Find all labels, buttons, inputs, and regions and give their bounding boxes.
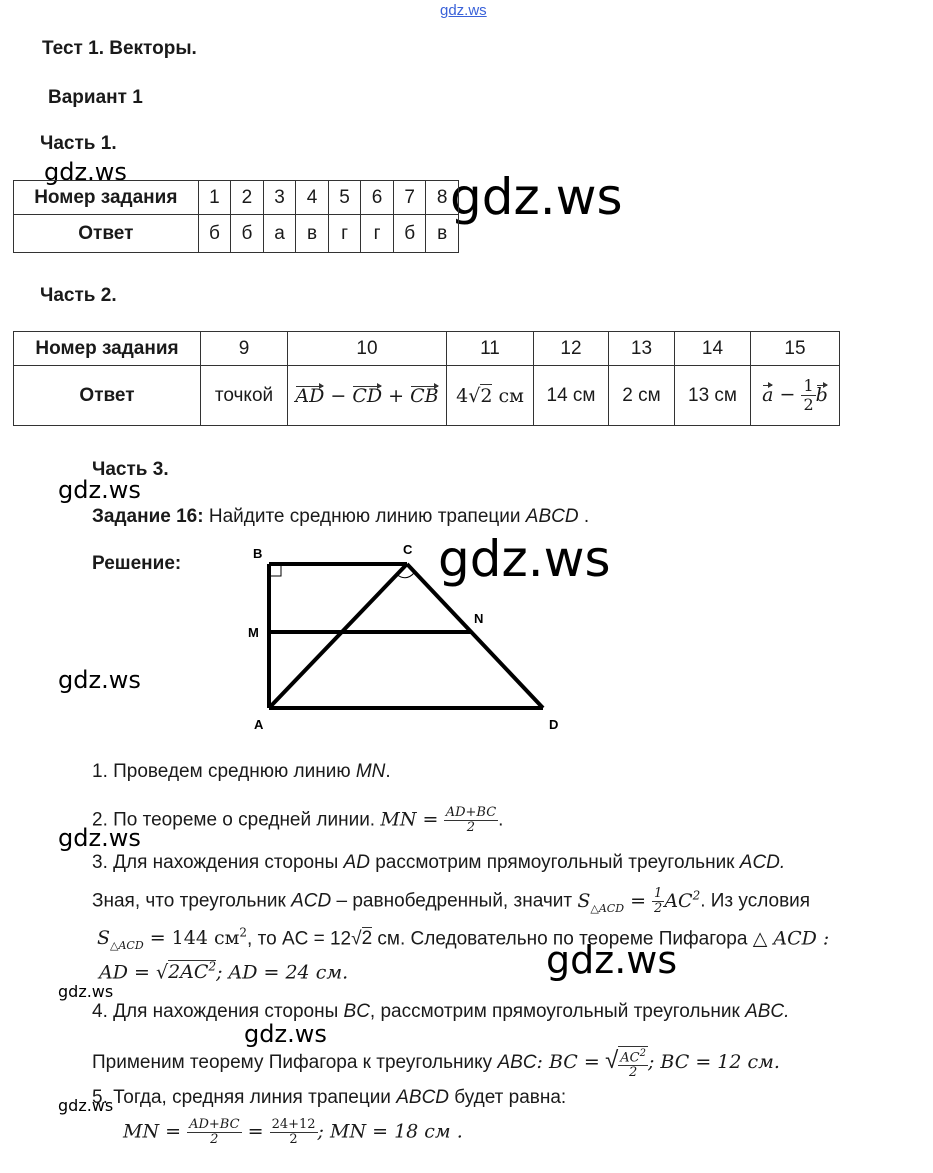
step-1 xyxy=(92,761,391,783)
watermark: gdz.ws xyxy=(44,158,127,186)
step-3-line-3 xyxy=(97,926,829,952)
part2-heading: Часть 2. xyxy=(40,285,117,306)
point-label-D: D xyxy=(549,717,559,732)
var: AD xyxy=(343,852,370,873)
sqrt-sign: √ xyxy=(605,1047,619,1075)
table-cell: 13 xyxy=(609,332,675,366)
sqrt-sign: √ xyxy=(155,961,169,984)
table-cell: 8 xyxy=(426,181,459,215)
text: будет равна: xyxy=(454,1087,567,1108)
fraction: $\frac{AD+BC}{2}$ xyxy=(189,1117,240,1147)
solution-label: Решение: xyxy=(92,553,182,574)
fraction: $\frac{AD+BC}{2}$ xyxy=(445,805,497,835)
text: рассмотрим прямоугольный треугольник xyxy=(375,852,735,873)
table-cell: в xyxy=(296,215,329,253)
table-cell: 2 xyxy=(231,181,264,215)
coefficient: 4 xyxy=(456,384,469,407)
formula: $S_{\triangle ACD} = 144$ $см^2$ xyxy=(97,926,248,953)
watermark-top[interactable]: gdz.ws xyxy=(440,2,487,19)
part3-heading: Часть 3. xyxy=(92,459,169,480)
table-cell: б xyxy=(393,215,426,253)
table-cell: г xyxy=(361,215,394,253)
task16-statement xyxy=(92,506,589,528)
var: ABCD xyxy=(396,1087,450,1108)
step-4-line-1 xyxy=(92,1001,789,1023)
text: Применим теорему Пифагора к треугольнику xyxy=(92,1052,493,1074)
side-CD xyxy=(407,564,543,708)
unit: см xyxy=(498,384,524,407)
step-3-line-1 xyxy=(92,852,785,874)
table-cell: 12 xyxy=(534,332,609,366)
text: 3. Для нахождения стороны xyxy=(92,852,339,873)
watermark: gdz.ws xyxy=(58,982,114,1001)
point-label-N: N xyxy=(474,611,484,626)
point-label-B: B xyxy=(253,546,263,561)
sqrt-sign: √ xyxy=(351,928,362,950)
step-3-line-2 xyxy=(92,887,810,916)
table-cell: 6 xyxy=(361,181,394,215)
variant-title: Вариант 1 xyxy=(48,87,143,108)
test-title: Тест 1. Векторы. xyxy=(42,38,197,59)
vector: CD xyxy=(352,384,383,407)
fraction: $\frac{1}{2}$ xyxy=(654,886,663,916)
text: 2. По теореме о средней линии. xyxy=(92,809,376,831)
table-cell: 5 xyxy=(328,181,361,215)
table-cell: точкой xyxy=(201,366,288,426)
table-cell: 11 xyxy=(447,332,534,366)
text: . Из условия xyxy=(700,890,811,912)
operator: − xyxy=(779,383,796,406)
table-row-label: Ответ xyxy=(14,215,199,253)
watermark: gdz.ws xyxy=(438,530,611,588)
point-label-M: M xyxy=(248,625,259,640)
task-var: ABCD xyxy=(525,506,579,527)
vector: b xyxy=(815,383,828,406)
table-cell: 15 xyxy=(751,332,840,366)
text: Зная, что треугольник xyxy=(92,890,286,912)
operator: + xyxy=(388,384,405,407)
fraction: $\frac{1}{2}$ xyxy=(803,376,814,414)
table-cell: 4 xyxy=(296,181,329,215)
watermark: gdz.ws xyxy=(546,938,678,982)
watermark: gdz.ws xyxy=(244,1020,327,1048)
text: см. Следовательно по теореме Пифагора xyxy=(377,928,748,950)
table-cell: 9 xyxy=(201,332,288,366)
fraction: $\frac{24+12}{2}$ xyxy=(271,1117,316,1147)
table-cell-vector-expression xyxy=(751,366,840,426)
watermark: gdz.ws xyxy=(450,168,623,226)
radicand: 2 xyxy=(361,928,373,950)
table-cell: 10 xyxy=(288,332,447,366)
step-5-line-2: MN = $\frac{AD+BC}{2}$ = $\frac{24+12}{2}$ ; MN = 18 см . xyxy=(123,1117,463,1147)
answers-table-part2 xyxy=(13,331,840,426)
part1-heading: Часть 1. xyxy=(40,133,117,154)
diagonal-AC xyxy=(269,564,407,708)
table-header-label: Номер задания xyxy=(14,181,199,215)
formula: △ ACD : xyxy=(752,927,830,950)
text: 4. Для нахождения стороны xyxy=(92,1001,339,1022)
step-5-line-1 xyxy=(92,1087,566,1109)
table-cell: г xyxy=(328,215,361,253)
vector: AD xyxy=(295,384,325,407)
step-3-line-4: AD = $√2AC^2$; AD = 24 см. xyxy=(99,960,349,984)
text: , рассмотрим прямоугольный треугольник xyxy=(369,1001,740,1022)
table-cell: 3 xyxy=(263,181,296,215)
var: ABC xyxy=(497,1052,537,1074)
formula: ; BC = 12 см. xyxy=(647,1051,780,1074)
table-cell: 7 xyxy=(393,181,426,215)
var: BC xyxy=(343,1001,370,1022)
formula-lhs: MN = xyxy=(380,808,439,831)
punct: . xyxy=(498,809,504,831)
punct: . xyxy=(583,506,590,527)
text: – равнобедренный, значит xyxy=(336,890,573,912)
table-cell-vector-expression xyxy=(288,366,447,426)
var: ACD. xyxy=(739,852,786,873)
text: 1. Проведем среднюю линию xyxy=(92,761,351,782)
formula: $S_{\triangle ACD}$ = $\frac{1}{2}$ $AC^2$ xyxy=(577,886,701,916)
operator: − xyxy=(330,384,347,407)
sqrt-sign: √ xyxy=(468,384,481,407)
point-label-C: C xyxy=(403,542,413,557)
text: , то AC = 12 xyxy=(247,928,352,950)
step-2 xyxy=(92,806,503,835)
step-4-line-2 xyxy=(92,1046,780,1080)
task-text: Найдите среднюю линию трапеции xyxy=(208,506,521,527)
trapezoid-figure xyxy=(240,540,570,735)
fraction: $\frac{AC^2}{2}$ xyxy=(620,1048,646,1081)
point-label-A: A xyxy=(254,717,264,732)
punct: . xyxy=(385,761,391,782)
table-cell: 1 xyxy=(198,181,231,215)
table-header-label: Номер задания xyxy=(14,332,201,366)
var: MN xyxy=(355,761,386,782)
vector: CB xyxy=(410,384,439,407)
right-angle-mark xyxy=(271,566,281,576)
watermark: gdz.ws xyxy=(58,1096,114,1115)
var: ABC. xyxy=(745,1001,790,1022)
var: ACD xyxy=(291,890,332,912)
table-cell: в xyxy=(426,215,459,253)
formula: : BC = xyxy=(536,1051,600,1074)
watermark: gdz.ws xyxy=(58,666,141,694)
table-row-label: Ответ xyxy=(14,366,201,426)
table-cell: 2 см xyxy=(609,366,675,426)
task-label: Задание 16: xyxy=(92,506,204,527)
table-cell-radical xyxy=(447,366,534,426)
text: 5. Тогда, средняя линия трапеции xyxy=(92,1087,391,1108)
table-cell: 14 см xyxy=(534,366,609,426)
radicand: $2AC^2$ xyxy=(168,960,217,984)
table-cell: 13 см xyxy=(675,366,751,426)
watermark: gdz.ws xyxy=(58,476,141,504)
radicand: 2 xyxy=(480,384,493,407)
watermark: gdz.ws xyxy=(58,824,141,852)
table-cell: б xyxy=(198,215,231,253)
vector: a xyxy=(762,383,774,406)
table-cell: 14 xyxy=(675,332,751,366)
table-cell: б xyxy=(231,215,264,253)
table-cell: а xyxy=(263,215,296,253)
answers-table-part1 xyxy=(13,180,459,253)
